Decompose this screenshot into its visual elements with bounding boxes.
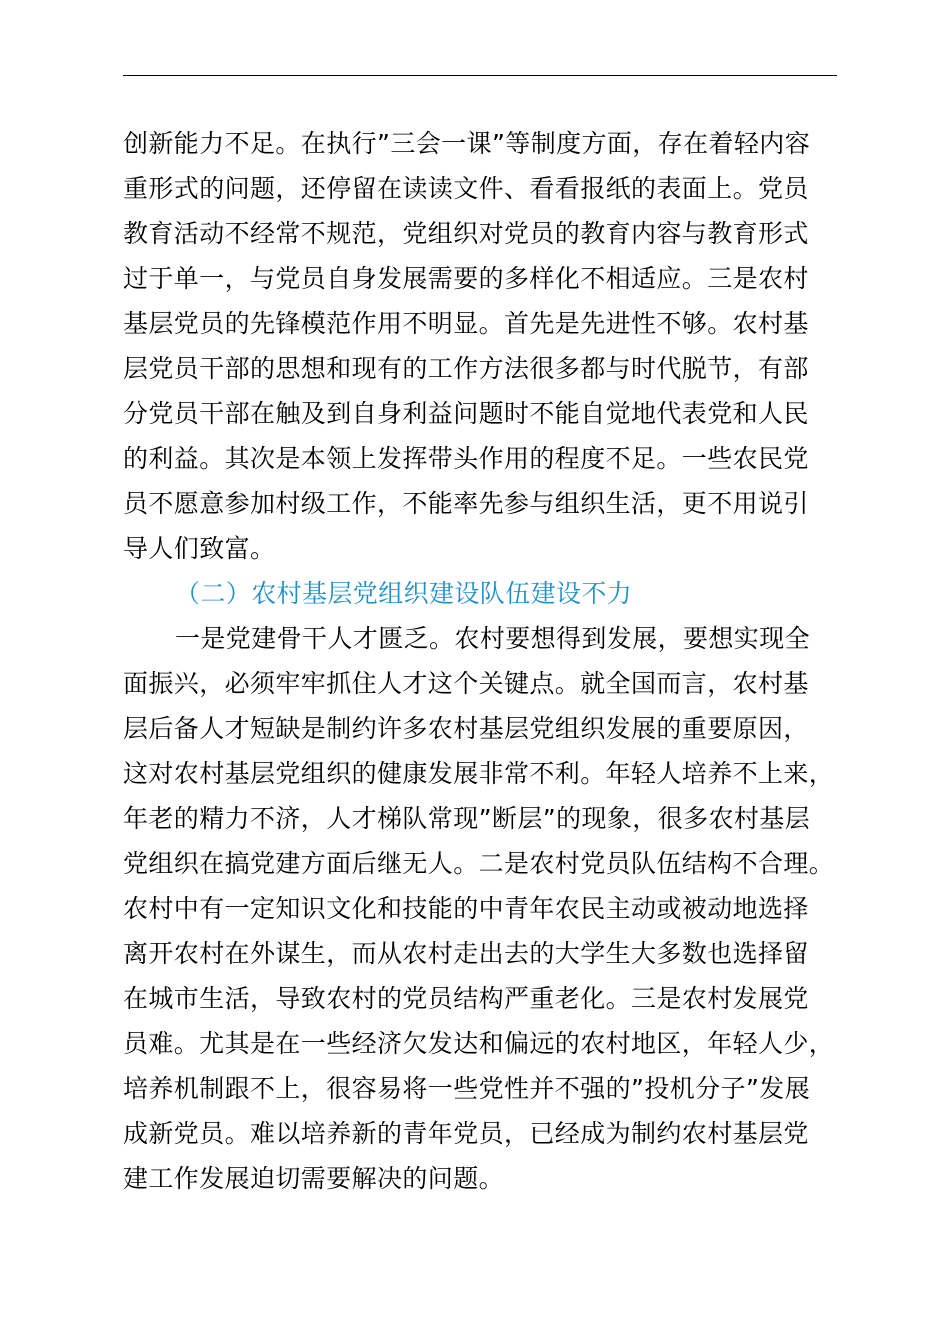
text-line: 创新能力不足。在执行”三会一课”等制度方面，存在着轻内容: [123, 129, 811, 158]
text-line: 在城市生活，导致农村的党员结构严重老化。三是农村发展党: [123, 984, 809, 1013]
text-line: 年老的精力不济，人才梯队常现”断层”的现象，很多农村基层: [123, 804, 811, 833]
section-heading: （二）农村基层党组织建设队伍建设不力: [175, 579, 633, 608]
text-line: 这对农村基层党组织的健康发展非常不利。年轻人培养不上来，: [123, 759, 835, 788]
text-line: 过于单一，与党员自身发展需要的多样化不相适应。三是农村: [123, 264, 809, 293]
text-line: 员不愿意参加村级工作，不能率先参与组织生活，更不用说引: [123, 489, 809, 518]
text-line: 基层党员的先锋模范作用不明显。首先是先进性不够。农村基: [123, 309, 809, 338]
header-rule: [123, 75, 837, 76]
text-line: 分党员干部在触及到自身利益问题时不能自觉地代表党和人民: [123, 399, 809, 428]
text-line: 员难。尤其是在一些经济欠发达和偏远的农村地区，年轻人少，: [123, 1029, 835, 1058]
text-line: 重形式的问题，还停留在读读文件、看看报纸的表面上。党员: [123, 174, 809, 203]
text-line: 党组织在搞党建方面后继无人。二是农村党员队伍结构不合理。: [123, 849, 835, 878]
text-line: 层后备人才短缺是制约许多农村基层党组织发展的重要原因，: [123, 714, 809, 743]
text-line: 建工作发展迫切需要解决的问题。: [123, 1164, 505, 1193]
text-line: 面振兴，必须牢牢抓住人才这个关键点。就全国而言，农村基: [123, 669, 809, 698]
text-line: 层党员干部的思想和现有的工作方法很多都与时代脱节，有部: [123, 354, 809, 383]
text-line: 离开农村在外谋生，而从农村走出去的大学生大多数也选择留: [123, 939, 809, 968]
paragraph-1: [123, 121, 863, 571]
text-line: 导人们致富。: [123, 534, 276, 563]
document-body: [123, 121, 863, 1201]
text-line: 的利益。其次是本领上发挥带头作用的程度不足。一些农民党: [123, 444, 809, 473]
text-line: 农村中有一定知识文化和技能的中青年农民主动或被动地选择: [123, 894, 809, 923]
text-line: 教育活动不经常不规范，党组织对党员的教育内容与教育形式: [123, 219, 809, 248]
paragraph-2: [123, 616, 863, 1201]
text-line: 培养机制跟不上，很容易将一些党性并不强的”投机分子”发展: [123, 1074, 811, 1103]
text-line: 一是党建骨干人才匮乏。农村要想得到发展，要想实现全: [175, 624, 811, 653]
text-line: 成新党员。难以培养新的青年党员，已经成为制约农村基层党: [123, 1119, 809, 1148]
